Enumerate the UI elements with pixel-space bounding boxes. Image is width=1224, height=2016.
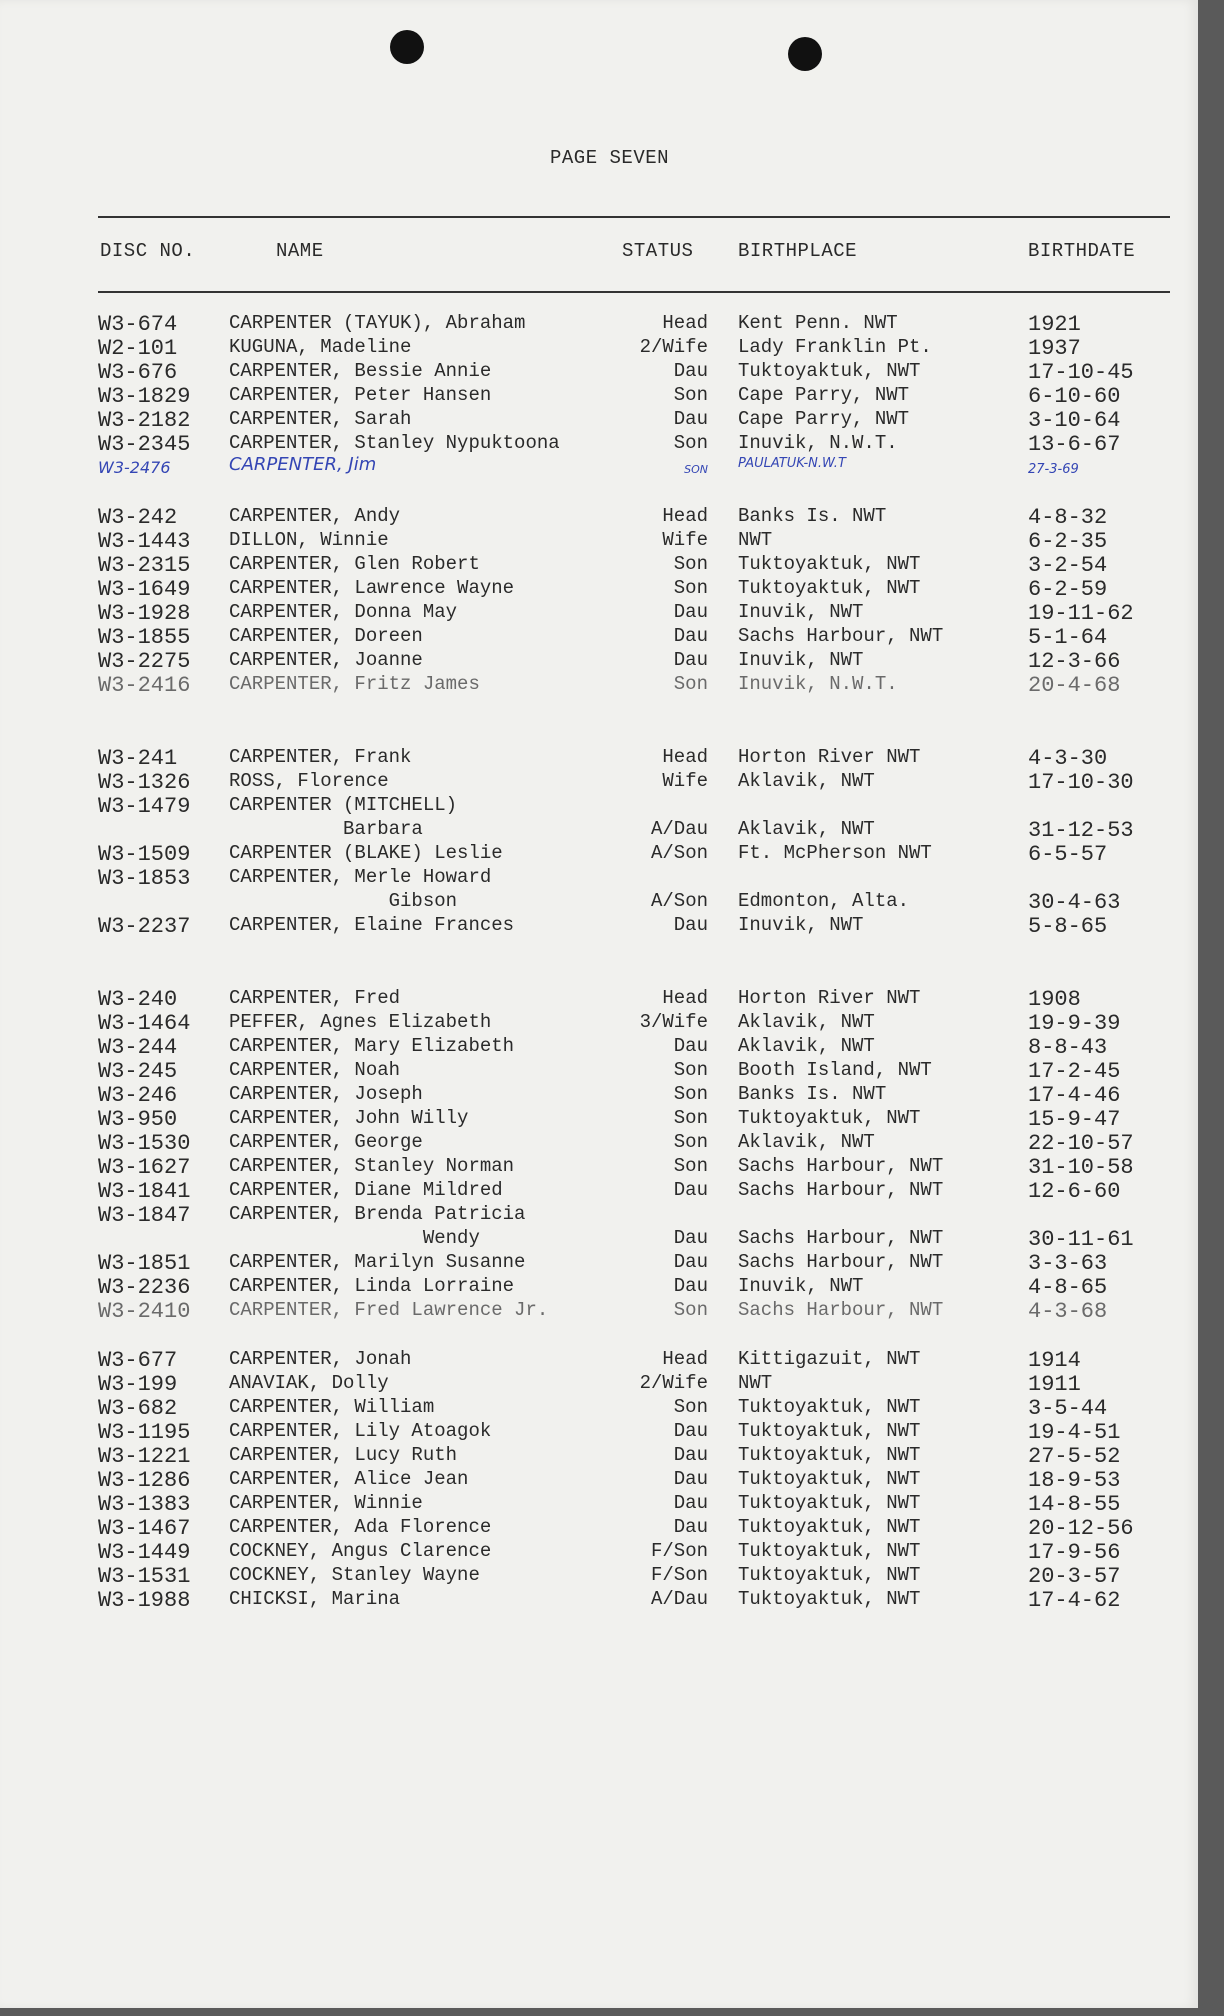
cell-disc-number: W3-1195 — [98, 1420, 191, 1445]
cell-status: Dau — [673, 625, 708, 647]
table-row — [0, 1540, 1198, 1564]
cell-name: COCKNEY, Angus Clarence — [229, 1540, 492, 1562]
cell-disc-number: W3-1988 — [98, 1588, 191, 1613]
cell-birthplace: Tuktoyaktuk, NWT — [738, 1444, 921, 1466]
cell-birthplace: NWT — [738, 529, 773, 551]
cell-name: CARPENTER (MITCHELL) — [229, 794, 458, 816]
cell-birthplace: Aklavik, NWT — [738, 1035, 875, 1057]
cell-disc-number: W3-1847 — [98, 1203, 191, 1228]
cell-birthdate: 22-10-57 — [1028, 1131, 1134, 1156]
cell-disc-number: W3-2182 — [98, 408, 191, 433]
cell-status: Dau — [673, 1179, 708, 1201]
cell-birthplace: Aklavik, NWT — [738, 818, 875, 840]
table-row — [0, 649, 1198, 673]
cell-status: Dau — [673, 360, 708, 382]
cell-name: CARPENTER, Lawrence Wayne — [229, 577, 515, 599]
cell-status: Head — [662, 505, 708, 527]
cell-status: 2/Wife — [639, 1372, 708, 1394]
table-row — [0, 1011, 1198, 1035]
cell-status: Dau — [673, 1251, 708, 1273]
table-row — [0, 454, 1198, 478]
cell-birthplace: Inuvik, NWT — [738, 914, 864, 936]
cell-birthdate: 1937 — [1028, 336, 1081, 361]
cell-status: Head — [662, 746, 708, 768]
cell-disc-number: W3-2275 — [98, 649, 191, 674]
cell-disc-number: W3-1627 — [98, 1155, 191, 1180]
cell-disc-number: W3-677 — [98, 1348, 178, 1373]
table-row — [0, 746, 1198, 770]
cell-name: CARPENTER, Sarah — [229, 408, 412, 430]
cell-disc-number: W3-2237 — [98, 914, 191, 939]
cell-status: Son — [673, 553, 708, 575]
cell-birthdate: 19-9-39 — [1028, 1011, 1121, 1036]
cell-name: CARPENTER, Glen Robert — [229, 553, 480, 575]
table-row — [0, 1035, 1198, 1059]
cell-status: Son — [673, 1155, 708, 1177]
cell-status: F/Son — [650, 1564, 708, 1586]
cell-birthdate: 4-3-68 — [1028, 1299, 1108, 1324]
table-row — [0, 1444, 1198, 1468]
cell-disc-number: W3-1467 — [98, 1516, 191, 1541]
cell-name: CHICKSI, Marina — [229, 1588, 401, 1610]
cell-disc-number: W3-1383 — [98, 1492, 191, 1517]
cell-status: A/Son — [650, 842, 708, 864]
cell-name: CARPENTER, Marilyn Susanne — [229, 1251, 526, 1273]
cell-birthdate: 17-10-30 — [1028, 770, 1134, 795]
cell-disc-number: W3-2416 — [98, 673, 191, 698]
cell-birthplace: Banks Is. NWT — [738, 1083, 887, 1105]
cell-status: A/Son — [650, 890, 708, 912]
cell-status: Dau — [673, 914, 708, 936]
cell-disc-number: W3-1530 — [98, 1131, 191, 1156]
cell-birthdate: 31-12-53 — [1028, 818, 1134, 843]
cell-name: CARPENTER, Stanley Norman — [229, 1155, 515, 1177]
cell-status: Son — [673, 1131, 708, 1153]
cell-birthdate: 3-3-63 — [1028, 1251, 1108, 1276]
cell-name: CARPENTER, Joanne — [229, 649, 423, 671]
cell-birthplace: Tuktoyaktuk, NWT — [738, 1588, 921, 1610]
cell-name: CARPENTER, Ada Florence — [229, 1516, 492, 1538]
table-row — [0, 1588, 1198, 1612]
cell-status: Head — [662, 987, 708, 1009]
cell-birthdate: 30-4-63 — [1028, 890, 1121, 915]
cell-birthplace: Sachs Harbour, NWT — [738, 1155, 944, 1177]
cell-name: CARPENTER, Peter Hansen — [229, 384, 492, 406]
cell-birthdate: 4-8-32 — [1028, 505, 1108, 530]
cell-status: Head — [662, 1348, 708, 1370]
table-row — [0, 1131, 1198, 1155]
cell-disc-number: W3-1855 — [98, 625, 191, 650]
cell-name: CARPENTER, Jim — [229, 454, 377, 475]
cell-disc-number: W3-1928 — [98, 601, 191, 626]
cell-birthplace: Tuktoyaktuk, NWT — [738, 1420, 921, 1442]
cell-status: SON — [684, 463, 708, 476]
cell-status: Wife — [662, 770, 708, 792]
cell-birthdate: 14-8-55 — [1028, 1492, 1121, 1517]
table-row — [0, 673, 1198, 697]
cell-name: CARPENTER, Donna May — [229, 601, 458, 623]
table-row — [0, 1179, 1198, 1203]
cell-birthdate: 6-10-60 — [1028, 384, 1121, 409]
cell-birthdate: 6-2-35 — [1028, 529, 1108, 554]
cell-birthdate: 18-9-53 — [1028, 1468, 1121, 1493]
table-row — [0, 384, 1198, 408]
cell-disc-number: W3-1841 — [98, 1179, 191, 1204]
punch-hole-right — [788, 37, 822, 71]
cell-disc-number: W3-1464 — [98, 1011, 191, 1036]
cell-birthdate: 13-6-67 — [1028, 432, 1121, 457]
table-row — [0, 577, 1198, 601]
cell-name: CARPENTER (TAYUK), Abraham — [229, 312, 526, 334]
cell-birthdate: 3-2-54 — [1028, 553, 1108, 578]
cell-status: Dau — [673, 1468, 708, 1490]
table-row — [0, 987, 1198, 1011]
cell-birthplace: Tuktoyaktuk, NWT — [738, 1540, 921, 1562]
table-row — [0, 1251, 1198, 1275]
header-disc: DISC NO. — [100, 240, 196, 262]
cell-status: Dau — [673, 601, 708, 623]
cell-disc-number: W3-2236 — [98, 1275, 191, 1300]
cell-name: DILLON, Winnie — [229, 529, 389, 551]
cell-birthdate: 31-10-58 — [1028, 1155, 1134, 1180]
table-row — [0, 1227, 1198, 1251]
cell-birthdate: 27-3-69 — [1028, 462, 1079, 477]
header-rule-bottom — [98, 291, 1170, 293]
cell-name: CARPENTER (BLAKE) Leslie — [229, 842, 503, 864]
cell-name: CARPENTER, Doreen — [229, 625, 423, 647]
cell-birthplace: Tuktoyaktuk, NWT — [738, 1492, 921, 1514]
cell-disc-number: W3-245 — [98, 1059, 178, 1084]
cell-birthplace: PAULATUK-N.W.T — [738, 456, 846, 471]
cell-disc-number: W3-1853 — [98, 866, 191, 891]
cell-name: CARPENTER, Fred — [229, 987, 401, 1009]
table-row — [0, 1420, 1198, 1444]
cell-birthplace: Aklavik, NWT — [738, 1131, 875, 1153]
cell-status: A/Dau — [650, 818, 708, 840]
cell-birthplace: Aklavik, NWT — [738, 770, 875, 792]
cell-status: Son — [673, 673, 708, 695]
cell-birthplace: Kent Penn. NWT — [738, 312, 898, 334]
cell-birthplace: Inuvik, N.W.T. — [738, 432, 898, 454]
cell-birthplace: Ft. McPherson NWT — [738, 842, 932, 864]
cell-disc-number: W3-1443 — [98, 529, 191, 554]
table-row — [0, 529, 1198, 553]
table-row — [0, 408, 1198, 432]
cell-disc-number: W3-1221 — [98, 1444, 191, 1469]
table-row — [0, 1059, 1198, 1083]
cell-birthplace: Cape Parry, NWT — [738, 408, 910, 430]
cell-name: CARPENTER, Joseph — [229, 1083, 423, 1105]
table-row — [0, 818, 1198, 842]
cell-birthdate: 5-8-65 — [1028, 914, 1108, 939]
cell-name: COCKNEY, Stanley Wayne — [229, 1564, 480, 1586]
table-row — [0, 553, 1198, 577]
table-row — [0, 1516, 1198, 1540]
cell-birthdate: 17-10-45 — [1028, 360, 1134, 385]
cell-status: Son — [673, 1396, 708, 1418]
cell-status: Son — [673, 1059, 708, 1081]
cell-disc-number: W3-1829 — [98, 384, 191, 409]
cell-name: CARPENTER, Noah — [229, 1059, 401, 1081]
cell-birthdate: 6-5-57 — [1028, 842, 1108, 867]
cell-birthplace: Inuvik, N.W.T. — [738, 673, 898, 695]
cell-birthplace: Sachs Harbour, NWT — [738, 1251, 944, 1273]
cell-status: Dau — [673, 1035, 708, 1057]
cell-disc-number: W3-2410 — [98, 1299, 191, 1324]
cell-birthplace: Tuktoyaktuk, NWT — [738, 577, 921, 599]
cell-disc-number: W3-241 — [98, 746, 178, 771]
cell-birthdate: 15-9-47 — [1028, 1107, 1121, 1132]
cell-status: Son — [673, 1083, 708, 1105]
cell-birthdate: 19-11-62 — [1028, 601, 1134, 626]
cell-birthplace: Edmonton, Alta. — [738, 890, 910, 912]
cell-status: 2/Wife — [639, 336, 708, 358]
cell-birthdate: 17-9-56 — [1028, 1540, 1121, 1565]
table-row — [0, 1299, 1198, 1323]
cell-status: Son — [673, 1107, 708, 1129]
cell-disc-number: W3-2315 — [98, 553, 191, 578]
cell-birthdate: 30-11-61 — [1028, 1227, 1134, 1252]
table-row — [0, 914, 1198, 938]
cell-birthdate: 4-8-65 — [1028, 1275, 1108, 1300]
cell-disc-number: W3-199 — [98, 1372, 178, 1397]
table-row — [0, 1155, 1198, 1179]
table-row — [0, 601, 1198, 625]
cell-name: CARPENTER, Jonah — [229, 1348, 412, 1370]
cell-name: KUGUNA, Madeline — [229, 336, 412, 358]
cell-birthplace: Tuktoyaktuk, NWT — [738, 553, 921, 575]
cell-birthdate: 20-4-68 — [1028, 673, 1121, 698]
table-row — [0, 1564, 1198, 1588]
cell-birthdate: 20-12-56 — [1028, 1516, 1134, 1541]
cell-birthdate: 17-2-45 — [1028, 1059, 1121, 1084]
cell-status: Dau — [673, 649, 708, 671]
cell-birthplace: Sachs Harbour, NWT — [738, 1227, 944, 1249]
cell-disc-number: W3-1286 — [98, 1468, 191, 1493]
cell-name: CARPENTER, William — [229, 1396, 435, 1418]
cell-birthplace: Horton River NWT — [738, 746, 921, 768]
cell-name: CARPENTER, George — [229, 1131, 423, 1153]
table-row — [0, 1083, 1198, 1107]
cell-birthplace: Inuvik, NWT — [738, 601, 864, 623]
cell-name: Gibson — [229, 890, 458, 912]
table-row — [0, 505, 1198, 529]
cell-birthdate: 12-6-60 — [1028, 1179, 1121, 1204]
cell-status: Dau — [673, 408, 708, 430]
table-row — [0, 432, 1198, 456]
cell-disc-number: W3-240 — [98, 987, 178, 1012]
cell-birthplace: Tuktoyaktuk, NWT — [738, 1107, 921, 1129]
cell-birthplace: Cape Parry, NWT — [738, 384, 910, 406]
cell-name: CARPENTER, Brenda Patricia — [229, 1203, 526, 1225]
cell-disc-number: W3-1649 — [98, 577, 191, 602]
cell-disc-number: W3-950 — [98, 1107, 178, 1132]
cell-birthplace: Tuktoyaktuk, NWT — [738, 1468, 921, 1490]
cell-birthdate: 17-4-62 — [1028, 1588, 1121, 1613]
cell-birthdate: 27-5-52 — [1028, 1444, 1121, 1469]
cell-birthdate: 20-3-57 — [1028, 1564, 1121, 1589]
table-row — [0, 360, 1198, 384]
cell-status: Son — [673, 1299, 708, 1321]
cell-name: CARPENTER, Mary Elizabeth — [229, 1035, 515, 1057]
cell-name: CARPENTER, Frank — [229, 746, 412, 768]
cell-birthdate: 1921 — [1028, 312, 1081, 337]
cell-birthplace: Aklavik, NWT — [738, 1011, 875, 1033]
cell-birthdate: 3-10-64 — [1028, 408, 1121, 433]
cell-birthplace: Inuvik, NWT — [738, 1275, 864, 1297]
cell-birthdate: 4-3-30 — [1028, 746, 1108, 771]
cell-status: Son — [673, 384, 708, 406]
cell-disc-number: W2-101 — [98, 336, 178, 361]
cell-name: CARPENTER, Winnie — [229, 1492, 423, 1514]
cell-birthdate: 1914 — [1028, 1348, 1081, 1373]
cell-birthplace: Inuvik, NWT — [738, 649, 864, 671]
cell-name: CARPENTER, Alice Jean — [229, 1468, 469, 1490]
cell-disc-number: W3-1531 — [98, 1564, 191, 1589]
cell-status: Dau — [673, 1227, 708, 1249]
header-status: STATUS — [622, 240, 694, 262]
table-row — [0, 794, 1198, 818]
table-row — [0, 770, 1198, 794]
cell-disc-number: W3-1509 — [98, 842, 191, 867]
cell-disc-number: W3-1479 — [98, 794, 191, 819]
table-row — [0, 312, 1198, 336]
cell-birthdate: 12-3-66 — [1028, 649, 1121, 674]
table-row — [0, 1203, 1198, 1227]
table-row — [0, 866, 1198, 890]
table-row — [0, 1468, 1198, 1492]
header-name: NAME — [276, 240, 324, 262]
cell-name: Barbara — [229, 818, 423, 840]
cell-birthplace: Kittigazuit, NWT — [738, 1348, 921, 1370]
cell-name: CARPENTER, Fritz James — [229, 673, 480, 695]
cell-birthplace: Tuktoyaktuk, NWT — [738, 1564, 921, 1586]
header-birthdate: BIRTHDATE — [1028, 240, 1136, 262]
cell-status: Dau — [673, 1275, 708, 1297]
cell-name: PEFFER, Agnes Elizabeth — [229, 1011, 492, 1033]
cell-birthplace: Sachs Harbour, NWT — [738, 1299, 944, 1321]
cell-birthdate: 3-5-44 — [1028, 1396, 1108, 1421]
cell-status: A/Dau — [650, 1588, 708, 1610]
cell-disc-number: W3-1851 — [98, 1251, 191, 1276]
cell-birthplace: Banks Is. NWT — [738, 505, 887, 527]
cell-status: Dau — [673, 1492, 708, 1514]
cell-birthplace: NWT — [738, 1372, 773, 1394]
cell-disc-number: W3-1449 — [98, 1540, 191, 1565]
table-row — [0, 625, 1198, 649]
cell-name: CARPENTER, Lucy Ruth — [229, 1444, 458, 1466]
punch-hole-left — [390, 30, 424, 64]
header-rule-top — [98, 216, 1170, 218]
cell-name: CARPENTER, Andy — [229, 505, 401, 527]
cell-disc-number: W3-242 — [98, 505, 178, 530]
cell-disc-number: W3-682 — [98, 1396, 178, 1421]
cell-birthplace: Horton River NWT — [738, 987, 921, 1009]
table-row — [0, 1492, 1198, 1516]
cell-status: Wife — [662, 529, 708, 551]
cell-birthdate: 17-4-46 — [1028, 1083, 1121, 1108]
table-row — [0, 1275, 1198, 1299]
cell-status: Head — [662, 312, 708, 334]
cell-name: CARPENTER, Elaine Frances — [229, 914, 515, 936]
cell-name: ROSS, Florence — [229, 770, 389, 792]
cell-status: 3/Wife — [639, 1011, 708, 1033]
cell-birthplace: Sachs Harbour, NWT — [738, 625, 944, 647]
cell-birthplace: Tuktoyaktuk, NWT — [738, 360, 921, 382]
cell-birthplace: Sachs Harbour, NWT — [738, 1179, 944, 1201]
cell-birthplace: Tuktoyaktuk, NWT — [738, 1396, 921, 1418]
table-row — [0, 1107, 1198, 1131]
cell-birthdate: 5-1-64 — [1028, 625, 1108, 650]
table-row — [0, 336, 1198, 360]
cell-disc-number: W3-2345 — [98, 432, 191, 457]
cell-birthdate: 19-4-51 — [1028, 1420, 1121, 1445]
cell-birthplace: Lady Franklin Pt. — [738, 336, 932, 358]
cell-disc-number: W3-2476 — [98, 458, 171, 477]
header-birthplace: BIRTHPLACE — [738, 240, 858, 262]
cell-disc-number: W3-1326 — [98, 770, 191, 795]
cell-disc-number: W3-676 — [98, 360, 178, 385]
cell-status: F/Son — [650, 1540, 708, 1562]
cell-birthdate: 1911 — [1028, 1372, 1081, 1397]
table-row — [0, 890, 1198, 914]
cell-status: Son — [673, 577, 708, 599]
cell-name: CARPENTER, Stanley Nypuktoona — [229, 432, 560, 454]
cell-name: CARPENTER, Linda Lorraine — [229, 1275, 515, 1297]
cell-birthdate: 6-2-59 — [1028, 577, 1108, 602]
cell-disc-number: W3-246 — [98, 1083, 178, 1108]
cell-status: Dau — [673, 1420, 708, 1442]
cell-birthplace: Tuktoyaktuk, NWT — [738, 1516, 921, 1538]
table-row — [0, 1348, 1198, 1372]
cell-disc-number: W3-674 — [98, 312, 178, 337]
cell-status: Dau — [673, 1444, 708, 1466]
cell-birthplace: Booth Island, NWT — [738, 1059, 932, 1081]
cell-name: CARPENTER, Lily Atoagok — [229, 1420, 492, 1442]
cell-name: CARPENTER, John Willy — [229, 1107, 469, 1129]
cell-name: CARPENTER, Merle Howard — [229, 866, 492, 888]
page-title: PAGE SEVEN — [550, 147, 670, 169]
cell-status: Son — [673, 432, 708, 454]
cell-name: CARPENTER, Diane Mildred — [229, 1179, 503, 1201]
cell-name: Wendy — [229, 1227, 480, 1249]
table-row — [0, 842, 1198, 866]
cell-disc-number: W3-244 — [98, 1035, 178, 1060]
cell-name: CARPENTER, Bessie Annie — [229, 360, 492, 382]
cell-birthdate: 8-8-43 — [1028, 1035, 1108, 1060]
table-row — [0, 1396, 1198, 1420]
table-row — [0, 1372, 1198, 1396]
cell-status: Dau — [673, 1516, 708, 1538]
cell-name: ANAVIAK, Dolly — [229, 1372, 389, 1394]
cell-name: CARPENTER, Fred Lawrence Jr. — [229, 1299, 549, 1321]
cell-birthdate: 1908 — [1028, 987, 1081, 1012]
